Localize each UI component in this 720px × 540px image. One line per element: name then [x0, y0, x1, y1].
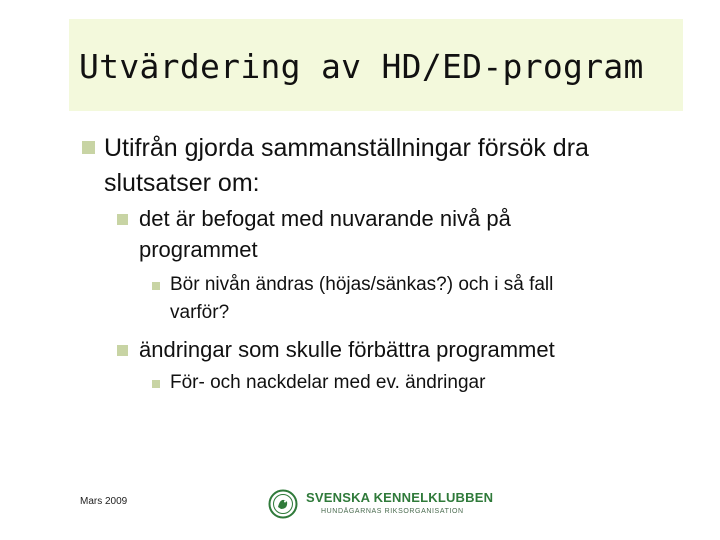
- bullet-text-2-line-2: programmet: [139, 237, 258, 262]
- bullet-square-icon: [117, 214, 128, 225]
- seal-icon: [268, 489, 298, 519]
- logo-tagline: HUNDÄGARNAS RIKSORGANISATION: [321, 508, 464, 515]
- slide-title: Utvärdering av HD/ED-program: [79, 47, 644, 86]
- logo-name: SVENSKA KENNELKLUBBEN: [306, 490, 494, 505]
- title-box: [69, 19, 683, 111]
- bullet-square-icon: [82, 141, 95, 154]
- bullet-text-5-line-1: För- och nackdelar med ev. ändringar: [170, 372, 486, 393]
- bullet-square-icon: [152, 380, 160, 388]
- footer-date: Mars 2009: [80, 496, 128, 507]
- bullet-square-icon: [152, 282, 160, 290]
- bullet-text-3-line-2: varför?: [170, 302, 230, 323]
- bullet-text-2-line-1: det är befogat med nuvarande nivå på: [139, 206, 511, 231]
- bullet-square-icon: [117, 345, 128, 356]
- bullet-text-4-line-1: ändringar som skulle förbättra programmet: [139, 337, 555, 362]
- kennel-club-logo: [266, 489, 494, 523]
- bullet-text-3-line-1: Bör nivån ändras (höjas/sänkas?) och i så fall: [170, 274, 554, 295]
- bullet-text-1-line-2: slutsatser om:: [104, 169, 260, 197]
- bullet-text-1-line-1: Utifrån gjorda sammanställningar försök dra: [104, 134, 589, 162]
